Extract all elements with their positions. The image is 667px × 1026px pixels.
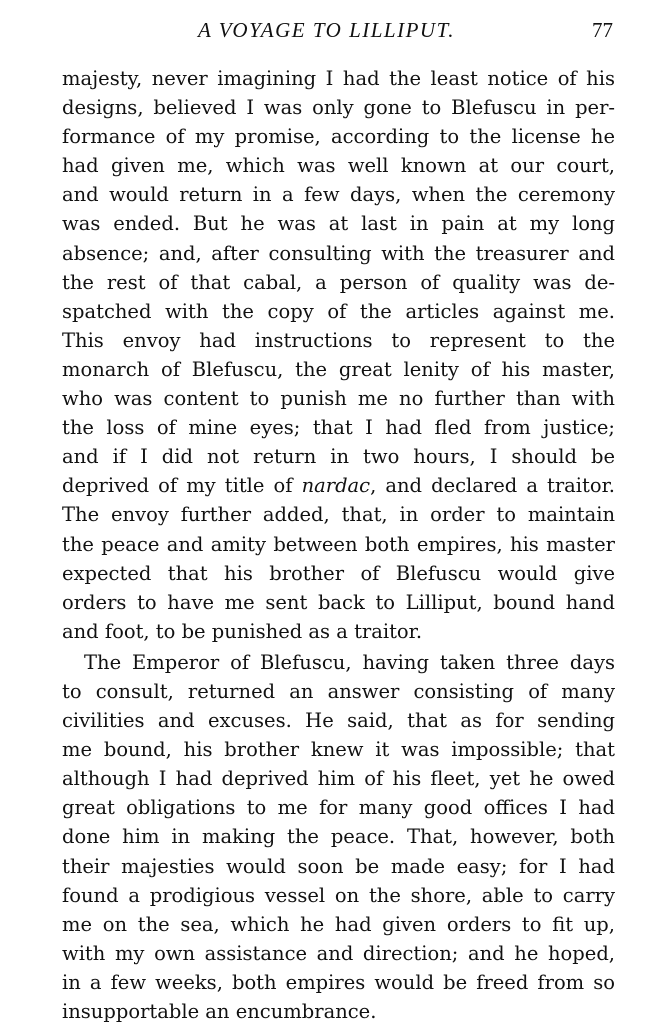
text-line: me bound, his brother knew it was impossible; that [62,738,615,762]
text-line: and if I did not return in two hours, I should be [62,445,615,469]
text-line: The envoy further added, that, in order to maintain [62,503,615,527]
text-line: spatched with the copy of the articles against me. [62,299,615,323]
body-text [62,64,615,1026]
page-number: 77 [592,18,613,42]
text-line: with my own assistance and direction; and he hoped, [62,941,615,965]
text-line: although I had deprived him of his fleet, yet he owed [62,767,615,791]
text-line: formance of my promise, according to the license he [62,125,615,149]
paragraph [62,64,615,646]
text-line: the peace and amity between both empires, his master [62,532,615,556]
page-header [0,18,667,50]
text-line: orders to have me sent back to Lilliput, bound hand [62,590,615,614]
text-line: designs, believed I was only gone to Blefuscu in per- [62,96,615,120]
text-line: to consult, returned an answer consisting of many [62,679,615,703]
text-line: found a prodigious vessel on the shore, able to carry [62,883,615,907]
text-line: insupportable an encumbrance. [62,1000,377,1023]
text-line: had given me, which was well known at our court, [62,154,615,178]
text-line: their majesties would soon be made easy; for I had [62,854,615,878]
text-line: who was content to punish me no further than with [62,387,615,411]
text-line: was ended. But he was at last in pain at my long [62,212,615,236]
running-title: A VOYAGE TO LILLIPUT. [198,18,455,42]
text-line: majesty, never imagining I had the least notice of his [62,67,615,90]
text-line: the rest of that cabal, a person of quality was de- [62,270,615,294]
text-line: The Emperor of Blefuscu, having taken three days [84,650,615,674]
text-line: and would return in a few days, when the ceremony [62,183,615,207]
text-line: and foot, to be punished as a traitor. [62,619,423,643]
text-line: done him in making the peace. That, however, both [62,825,615,849]
text-line: deprived of my title of nardac, and declared a traitor. [62,474,615,498]
italic-term: nardac [301,474,371,498]
text-line: monarch of Blefuscu, the great lenity of his master, [62,357,615,381]
text-line: me on the sea, which he had given orders to fit up, [62,912,615,936]
text-line: This envoy had instructions to represent to the [62,328,615,352]
text-line: absence; and, after consulting with the treasurer and [62,241,615,265]
paragraph [62,648,615,1026]
text-line: in a few weeks, both empires would be freed from so [62,970,615,994]
text-line: civilities and excuses. He said, that as for sending [62,709,615,733]
text-line: the loss of mine eyes; that I had fled from justice; [62,416,615,440]
text-line: great obligations to me for many good offices I had [62,796,615,820]
text-line: expected that his brother of Blefuscu would give [62,561,615,585]
